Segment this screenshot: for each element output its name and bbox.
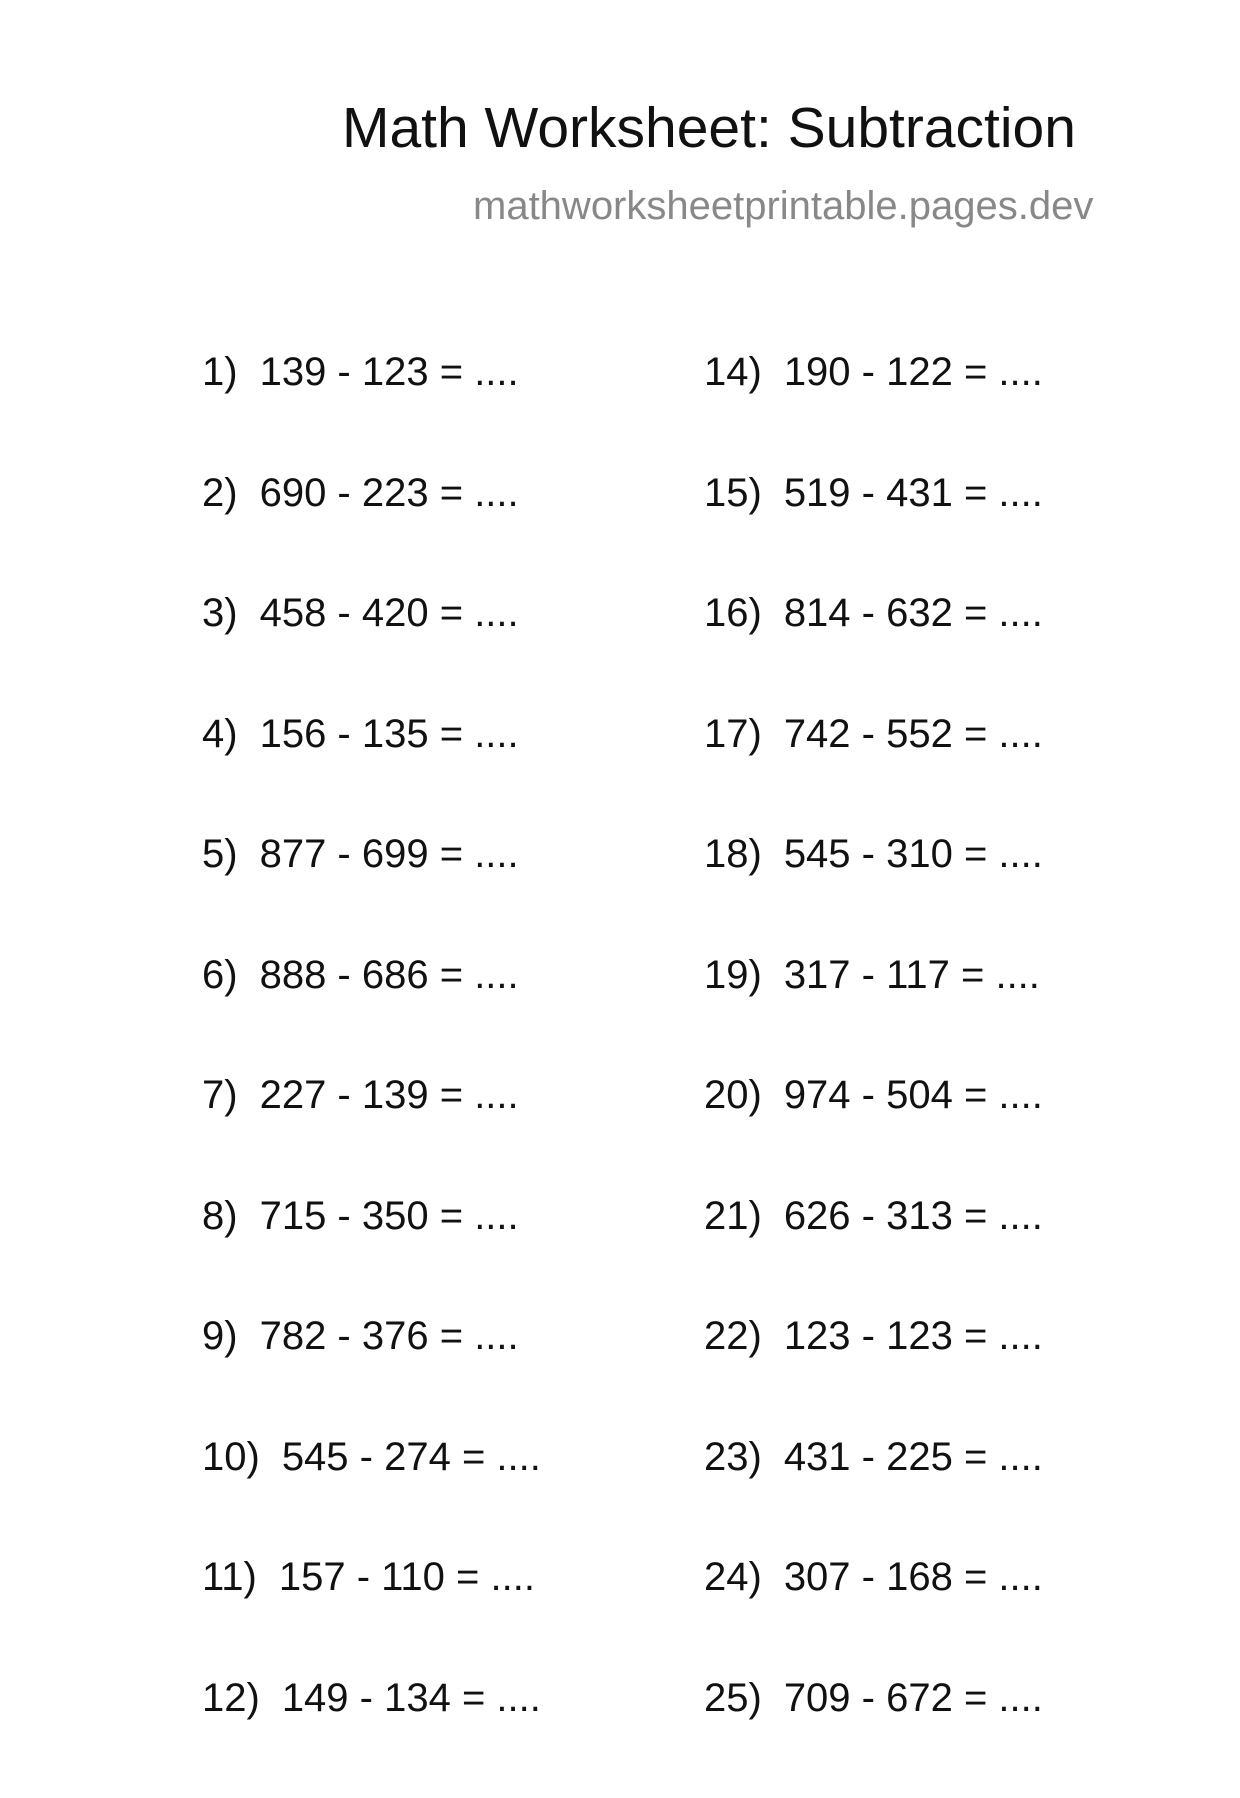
problem-item [202,1678,541,1798]
problem-expression: 814 - 632 = .... [784,593,1043,633]
problem-item [202,473,541,594]
problem-expression: 974 - 504 = .... [784,1075,1043,1115]
problem-expression: 458 - 420 = .... [260,593,519,633]
source-url: mathworksheetprintable.pages.dev [473,186,1093,226]
problem-item [704,352,1043,473]
problem-item [704,1196,1043,1317]
problem-item [704,1437,1043,1558]
problem-expression: 545 - 310 = .... [784,834,1043,874]
problem-item [704,1557,1043,1678]
problem-item [704,834,1043,955]
problem-item [202,1437,541,1558]
problem-number: 24) [704,1557,762,1597]
problem-number: 21) [704,1196,762,1236]
problem-expression: 149 - 134 = .... [282,1678,541,1718]
problem-column-right [704,352,1043,1798]
problem-expression: 877 - 699 = .... [260,834,519,874]
problem-item [704,593,1043,714]
problem-expression: 317 - 117 = .... [784,955,1040,995]
problem-item [202,352,541,473]
problem-number: 4) [202,714,238,754]
problem-number: 11) [202,1557,257,1597]
problem-expression: 519 - 431 = .... [784,473,1043,513]
problem-number: 7) [202,1075,238,1115]
problem-item [202,714,541,835]
problem-number: 2) [202,473,238,513]
problem-number: 17) [704,714,762,754]
problem-number: 9) [202,1316,238,1356]
problem-number: 5) [202,834,238,874]
problem-expression: 156 - 135 = .... [260,714,519,754]
problem-item [202,1557,541,1678]
problem-expression: 307 - 168 = .... [784,1557,1043,1597]
problem-number: 23) [704,1437,762,1477]
problem-item [704,1316,1043,1437]
worksheet-title: Math Worksheet: Subtraction [342,100,1076,157]
problem-expression: 545 - 274 = .... [282,1437,541,1477]
problem-expression: 626 - 313 = .... [784,1196,1043,1236]
problem-number: 1) [202,352,238,392]
problem-expression: 190 - 122 = .... [784,352,1043,392]
problem-expression: 715 - 350 = .... [260,1196,519,1236]
problem-item [202,834,541,955]
problem-item [202,593,541,714]
problem-number: 3) [202,593,238,633]
problem-item [202,1075,541,1196]
problem-number: 6) [202,955,238,995]
problem-expression: 888 - 686 = .... [260,955,519,995]
problem-number: 14) [704,352,762,392]
problem-expression: 690 - 223 = .... [260,473,519,513]
problem-expression: 227 - 139 = .... [260,1075,519,1115]
problem-number: 12) [202,1678,260,1718]
problem-expression: 742 - 552 = .... [784,714,1043,754]
problem-item [202,955,541,1076]
problem-number: 19) [704,955,762,995]
problem-number: 10) [202,1437,260,1477]
problem-item [704,473,1043,594]
problem-expression: 431 - 225 = .... [784,1437,1043,1477]
problem-item [704,1075,1043,1196]
problem-item [704,1678,1043,1798]
problem-item [202,1316,541,1437]
problem-number: 20) [704,1075,762,1115]
problem-number: 16) [704,593,762,633]
problem-number: 22) [704,1316,762,1356]
problem-item [704,714,1043,835]
problem-item [202,1196,541,1317]
problem-expression: 123 - 123 = .... [784,1316,1043,1356]
problem-expression: 709 - 672 = .... [784,1678,1043,1718]
problem-number: 15) [704,473,762,513]
problem-expression: 157 - 110 = .... [279,1557,535,1597]
problem-expression: 139 - 123 = .... [260,352,519,392]
problem-expression: 782 - 376 = .... [260,1316,519,1356]
problem-number: 18) [704,834,762,874]
problem-number: 8) [202,1196,238,1236]
problem-number: 25) [704,1678,762,1718]
problem-column-left [202,352,541,1798]
problem-item [704,955,1043,1076]
